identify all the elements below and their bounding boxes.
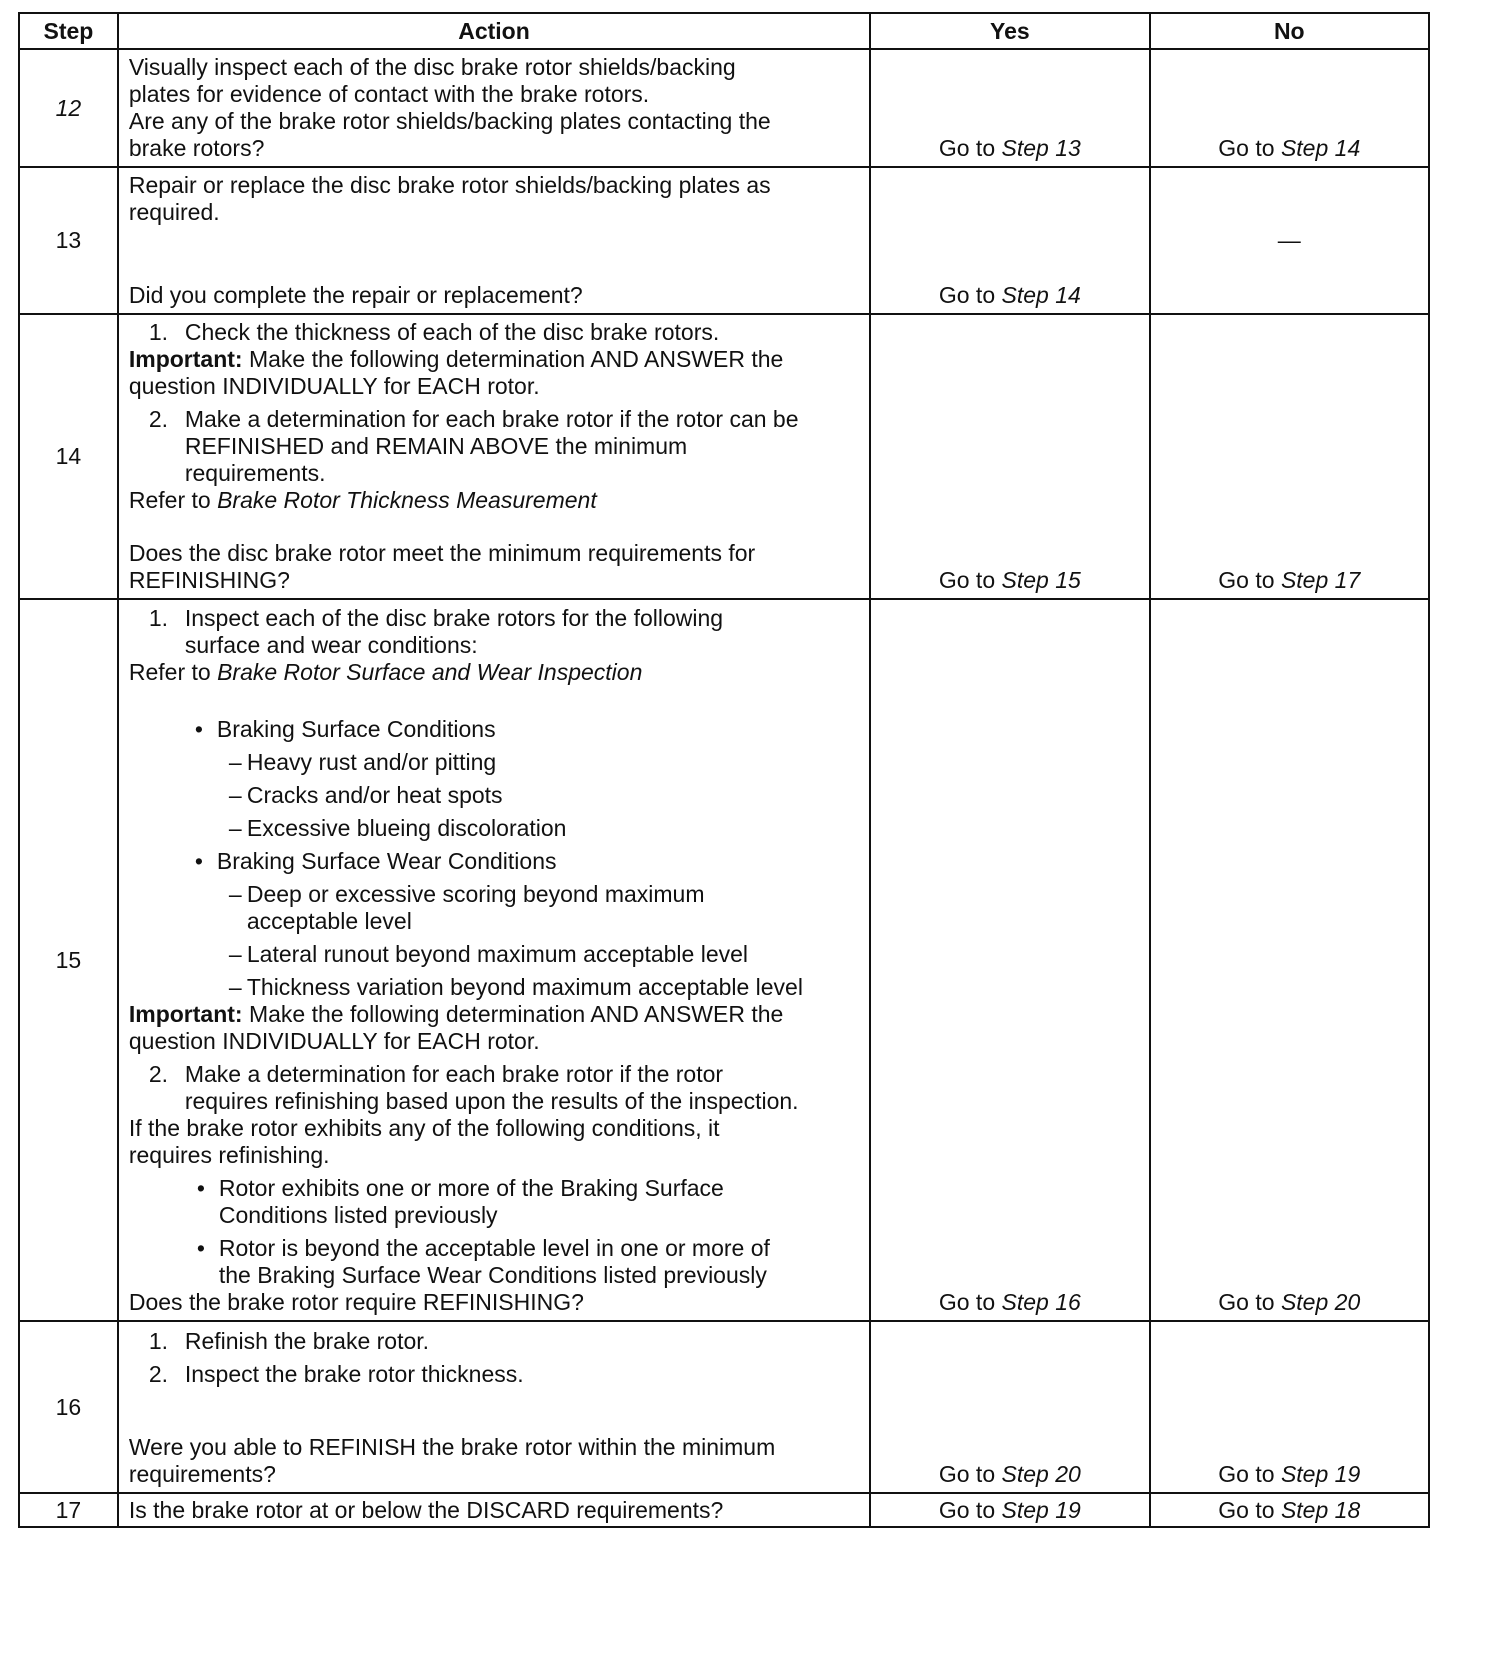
table-row [19,1493,1429,1527]
no-cell [1150,314,1429,599]
action-cell [118,49,870,167]
dash-item: – Heavy rust and/or pitting [228,749,497,775]
bullet-item: • Rotor exhibits one or more of the Braking Surface Conditions listed previously [196,1175,724,1228]
step-link[interactable]: Step 15 [1001,567,1081,593]
table-row [19,49,1429,167]
question-text: Does the disc brake rotor meet the minimum requirements for [128,540,756,566]
diagnostic-table-page [18,12,1430,1528]
go-to-label: Go to [938,1461,996,1487]
no-cell [1150,1493,1429,1527]
step-link[interactable]: Step 14 [1280,135,1361,161]
step-link[interactable]: Step 19 [1280,1461,1361,1487]
question-text: REFINISHING? [128,567,290,593]
header-no: No [1150,13,1429,49]
no-cell [1150,49,1429,167]
dash-item: – Lateral runout beyond maximum acceptable level [228,941,749,967]
bullet-item: • Braking Surface Wear Conditions [194,848,557,874]
question-text: Are any of the brake rotor shields/backing plates contacting the [128,108,771,134]
table-row [19,167,1429,314]
no-cell [1150,1321,1429,1493]
action-text: plates for evidence of contact with the brake rotors. [128,81,650,107]
yes-cell [870,1493,1149,1527]
step-link[interactable]: Step 20 [1001,1461,1081,1487]
no-cell [1150,599,1429,1321]
action-cell [118,1493,870,1527]
question-text: Is the brake rotor at or below the DISCARD requirements? [128,1496,724,1523]
yes-cell [870,314,1149,599]
go-to-label: Go to [938,282,996,308]
question-text: Did you complete the repair or replacement? [128,282,583,308]
header-row [19,13,1429,49]
condition-text: requires refinishing. [128,1142,330,1168]
step-number: 12 [19,49,118,167]
go-to-label: Go to [938,1496,996,1523]
important-note: Important: Make the following determination AND ANSWER the [128,1001,784,1027]
important-note: Important: Make the following determination AND ANSWER the [128,346,784,372]
dash-item: – Excessive blueing discoloration [228,815,567,841]
yes-cell [870,1321,1149,1493]
question-text: Were you able to REFINISH the brake rotor within the minimum [128,1434,776,1460]
important-note-cont: question INDIVIDUALLY for EACH rotor. [128,1028,540,1054]
go-to-label: Go to [1218,1461,1275,1487]
action-cell [118,599,870,1321]
yes-cell [870,599,1149,1321]
step-link[interactable]: Step 19 [1001,1496,1081,1523]
step-link[interactable]: Step 17 [1280,567,1361,593]
refer-line: Refer to Brake Rotor Thickness Measurement [128,487,597,513]
diagnostic-table [18,12,1430,1528]
dash-item: – Cracks and/or heat spots [228,782,503,808]
step-number: 16 [19,1321,118,1493]
important-note-cont: question INDIVIDUALLY for EACH rotor. [128,373,540,399]
bullet-item: • Braking Surface Conditions [194,716,496,742]
header-step: Step [19,13,118,49]
action-text: required. [128,199,220,225]
question-text: brake rotors? [128,135,265,161]
list-item: 1. Inspect each of the disc brake rotors for the following surface and wear conditions: [148,605,724,658]
reference-link[interactable]: Brake Rotor Thickness Measurement [217,487,597,513]
go-to-label: Go to [938,135,996,161]
action-text: Visually inspect each of the disc brake rotor shields/backing [128,54,736,80]
question-text: requirements? [128,1461,276,1487]
step-link[interactable]: Step 16 [1001,1289,1081,1315]
go-to-label: Go to [1218,1289,1275,1315]
list-item: 2. Make a determination for each brake rotor if the rotor requires refinishing based upon the results of the inspection. [148,1061,799,1114]
refer-line: Refer to Brake Rotor Surface and Wear Inspection [128,659,643,685]
reference-link[interactable]: Brake Rotor Surface and Wear Inspection [217,659,643,685]
action-text: Repair or replace the disc brake rotor shields/backing plates as [128,172,771,198]
bullet-item: • Rotor is beyond the acceptable level in one or more of the Braking Surface Wear Conditions listed previously [196,1235,770,1288]
condition-text: If the brake rotor exhibits any of the following conditions, it [128,1115,720,1141]
step-link[interactable]: Step 13 [1001,135,1081,161]
question-text: Does the brake rotor require REFINISHING? [128,1289,584,1315]
list-item: 2. Inspect the brake rotor thickness. [148,1361,524,1387]
step-link[interactable]: Step 20 [1280,1289,1361,1315]
action-cell [118,1321,870,1493]
go-to-label: Go to [938,1289,996,1315]
step-number: 17 [19,1493,118,1527]
dash-item: – Thickness variation beyond maximum acceptable level [228,974,803,1000]
dash-item: – Deep or excessive scoring beyond maximum acceptable level [228,881,705,934]
action-cell [118,167,870,314]
list-item: 2. Make a determination for each brake rotor if the rotor can be REFINISHED and REMAIN ABOVE the minimum requirements. [148,406,799,486]
action-cell [118,314,870,599]
yes-cell [870,167,1149,314]
go-to-label: Go to [1218,1496,1275,1523]
table-row [19,1321,1429,1493]
go-to-label: Go to [1218,135,1275,161]
table-row [19,314,1429,599]
go-to-label: Go to [1218,567,1275,593]
no-cell: — [1150,167,1429,314]
header-action: Action [118,13,870,49]
table-row [19,599,1429,1321]
step-number: 14 [19,314,118,599]
step-link[interactable]: Step 14 [1001,282,1081,308]
list-item: 1. Refinish the brake rotor. [148,1328,430,1354]
go-to-label: Go to [938,567,996,593]
yes-cell [870,49,1149,167]
list-item: 1. Check the thickness of each of the disc brake rotors. [148,319,720,345]
step-number: 13 [19,167,118,314]
step-link[interactable]: Step 18 [1280,1496,1361,1523]
header-yes: Yes [870,13,1149,49]
step-number: 15 [19,599,118,1321]
